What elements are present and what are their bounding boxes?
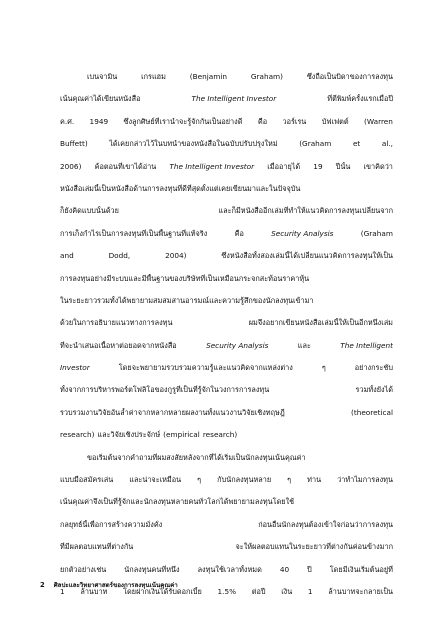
text-line: ยกตัวอย่างเช่น นักลงทุนคนที่หนึ่ง ลงทุนใช้เวลาทั้งหมด 40 ปี โดยมีเงินเริ่มต้นอยู่ที่ <box>60 564 393 574</box>
text-line: ค.ศ. 1949 ซึ่งลูกศิษย์ที่เรานำจะรู้จักกันเป็นอย่างดี คือ วอร์เรน บัฟเฟตต์ (Warren <box>60 116 393 126</box>
text-line: การเก็งกำไรเป็นการลงทุนที่เป็นพื้นฐานที่แท้จริง คือ Security Analysis (Graham <box>60 228 393 238</box>
text-line: กลยุทธ์นี้เพื่อการสร้างความมั่งคั่ง ก่อนอื่นนักลงทุนต้องเข้าใจก่อนว่าการลงทุน <box>60 519 393 529</box>
text-line: Buffett) ได้เคยกล่าวไว้ในบทนำของหนังสือในฉบับปรับปรุงใหม่ (Graham et al., <box>60 139 393 149</box>
text-line: แบบมือสมัครเล่น และน่าจะเหมือน ๆ กับนักลงทุนหลาย ๆ ท่าน ว่าทำไมการลงทุน <box>60 475 393 485</box>
text-line: เน้นคุณค่าได้เขียนหนังสือ The Intelligent Investor ที่ตีพิมพ์ครั้งแรกเมื่อปี <box>60 94 393 104</box>
text-line: รวบรวมงานวิจัยอันล้ำค่าจากหลากหลายผลงานทั้งแนวงานวิจัยเชิงทฤษฎี (theoretical <box>60 407 393 417</box>
text-line: ที่มีผลตอบแทนที่ต่างกัน จะให้ผลตอบแทนในระยะยาวที่ต่างกันค่อนข้างมาก <box>60 542 393 552</box>
paragraph-1 <box>60 72 393 453</box>
running-title: ศิลปะและวิทยาศาสตร์ของการลงทุนเน้นคุณค่า <box>53 582 178 589</box>
text-line: 1 ล้านบาท โดยฝากเงินได้รับดอกเบี้ย 1.5% ต่อปี เงิน 1 ล้านบาทจะกลายเป็น <box>60 586 393 596</box>
text-line: เน้นคุณค่าจึงเป็นที่รู้จักและนักลงทุนหลายคนทั่วโลกได้พยายามลงทุนโดยใช้ <box>60 497 295 507</box>
text-line: and Dodd, 2004) ซึ่งหนังสือทั้งสองเล่มนี้ได้เปลี่ยนแนวคิดการลงทุนให้เป็น <box>60 251 393 261</box>
text-line: ด้วยในการอธิบายแนวทางการลงทุน ผมจึงอยากเขียนหนังสือเล่มนี้ให้เป็นอีกหนึ่งเล่ม <box>60 318 393 328</box>
text-line: ขอเริ่มต้นจากคำถามที่ผมสงสัยหลังจากที่ได้เริ่มเป็นนักลงทุนเน้นคุณค่า <box>87 452 306 462</box>
text-line: ทั้งจากการบริหารพอร์ตโฟลิโอของกูรูที่เป็นที่รู้จักในวงการการลงทุน รวมทั้งยังได้ <box>60 385 393 395</box>
text-line: การลงทุนอย่างมีระบบและมีพื้นฐานของบริษัทที่เป็นเหมือนกระจกสะท้อนราคาหุ้น <box>60 273 310 283</box>
text-line: 2006) ค้อตอนที่เขาได้อ่าน The Intelligent Investor เมื่ออายุได้ 19 ปีนั้น เขาคิดว่า <box>60 161 393 171</box>
page-footer <box>40 580 178 590</box>
text-line: Investor โดยจะพยายามรวบรวมความรู้และแนวคิดจากแหล่งต่าง ๆ อย่างกระชับ <box>60 363 393 373</box>
text-line: ในระยะยาวรวมทั้งได้พยายามสมสมสานอารมณ์และความรู้สึกของนักลงทุนเข้ามา <box>60 295 314 305</box>
text-line: ที่จะนำเสนอเนื้อหาต่อยอดจากหนังสือ Security Analysis และ The Intelligent <box>60 340 393 350</box>
text-line: หนังสือเล่มนี้เป็นหนังสือด้านการลงทุนที่ดีที่สุดตั้งแต่เคยเขียนมาและในปัจจุบัน <box>60 183 301 193</box>
text-line: เบนจามิน เกรแฮม (Benjamin Graham) ซึ่งถือเป็นบิดาของการลงทุน <box>87 72 393 81</box>
text-line: ก็ยังคิดแบบนั้นด้วย และก็มีหนังสืออีกเล่มที่ทำให้แนวคิดการลงทุนเปลี่ยนจาก <box>60 206 393 216</box>
page-number: 2 <box>40 581 45 589</box>
body-text <box>60 72 393 609</box>
text-line: research) และวิจัยเชิงประจักษ์ (empirical research) <box>60 430 238 440</box>
